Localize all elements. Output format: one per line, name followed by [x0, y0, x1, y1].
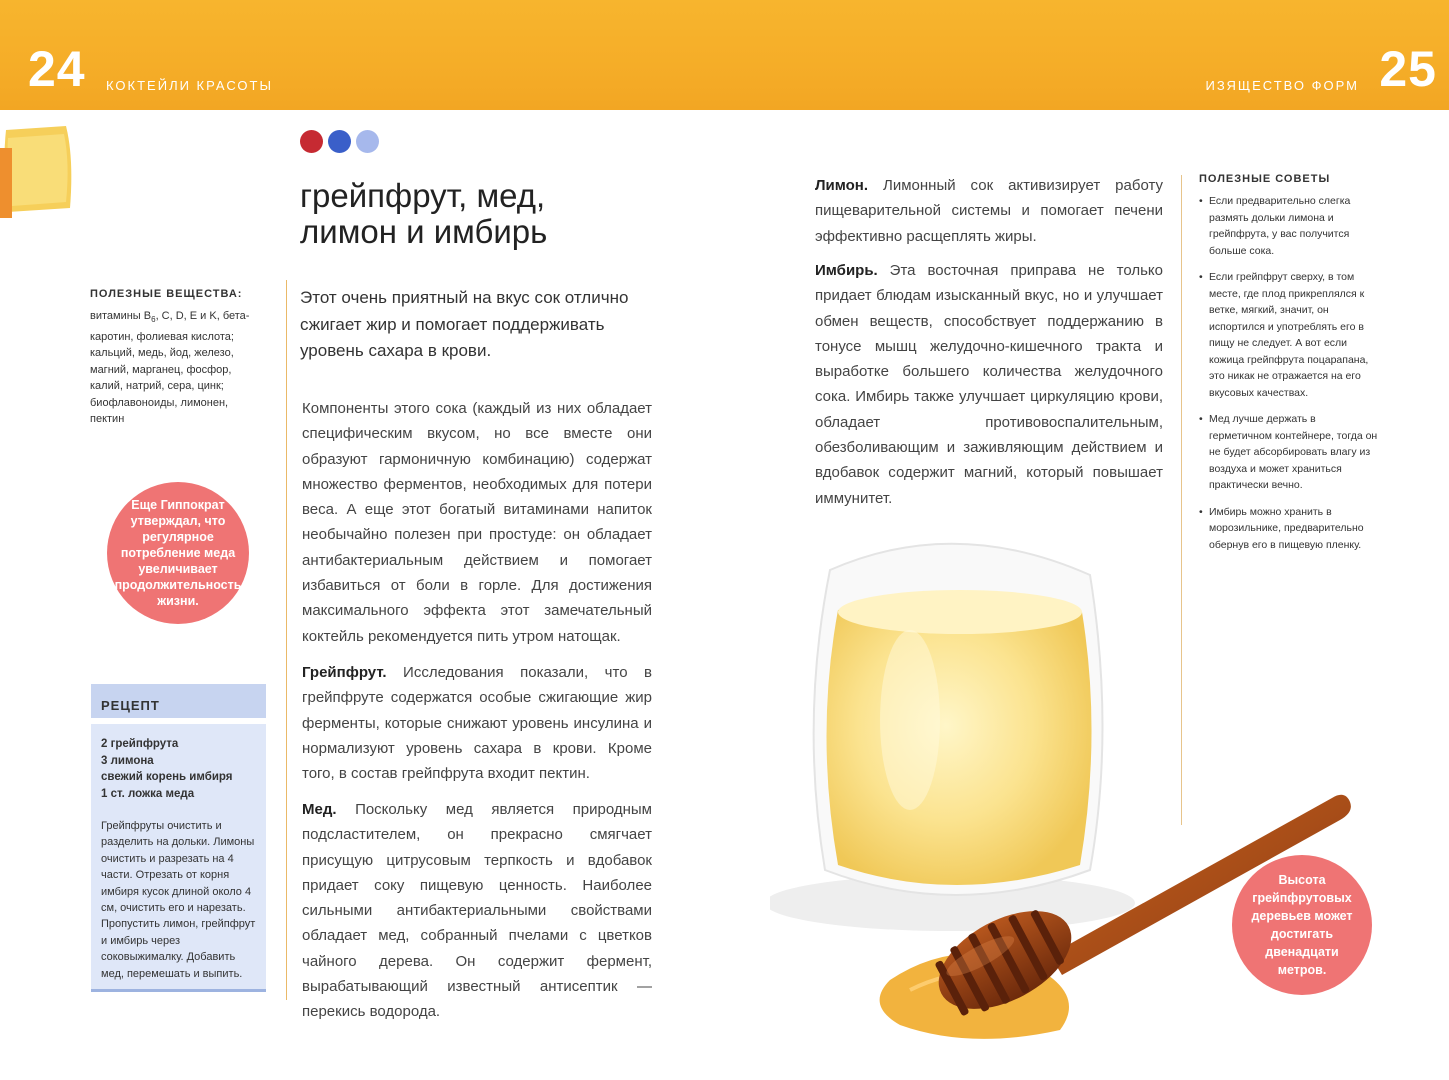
- right-section-title: ИЗЯЩЕСТВО ФОРМ: [1205, 78, 1359, 93]
- grapefruit-label: Грейпфрут.: [302, 664, 387, 681]
- vitamin-subscript: 6: [151, 315, 156, 325]
- lemon-label: Лимон.: [815, 177, 869, 194]
- ingredient-4: 1 ст. ложка меда: [101, 787, 195, 800]
- grapefruit-text: Исследования показали, что в грейпфруте содержатся особые сжигающие жир ферменты, которые снижают уровень инсулина и нормализуют уровень сахара в крови. Кроме того, в состав грейпфрута входит пектин.: [302, 664, 653, 783]
- honey-paragraph: [302, 797, 652, 1025]
- honey-text: Поскольку мед является природным подсластителем, он прекрасно смягчает присущую цитрусовым терпкость и вдобавок придает соку пищевую ценность. Наиболее сильными антибактериальными свойствами обладает мед, собранный пчелами с цветков чайного дерева. Он содержит фермент, вырабатывающий известный антисептик — перекись водорода.: [302, 801, 652, 1021]
- fact-text-left: Еще Гиппократ утверждал, что регулярное потребление меда увеличивает продолжительность жизни.: [114, 498, 242, 608]
- ingredient-1: 2 грейпфрута: [101, 738, 179, 750]
- right-page-number: 25: [1379, 41, 1437, 97]
- title-line-1: грейпфрут, мед,: [300, 177, 546, 214]
- nutrients-text-a: витамины B: [90, 310, 152, 322]
- fact-circle-grapefruit: [1232, 855, 1372, 995]
- tip-item: • Мед лучше держать в герметичном контейнере, тогда он не будет абсорбировать влагу из воздуха и может храниться практически вечно.: [1199, 411, 1379, 494]
- light-blue-dot: [356, 130, 379, 153]
- nutrients-text-b: , C, D, E и K, бета-каротин, фолиевая кислота; кальций, медь, йод, железо, магний, марганец, фосфор, калий, натрий, сера, цинк; биофлавоноиды, лимонен, пектин: [90, 310, 250, 426]
- tips-heading: ПОЛЕЗНЫЕ СОВЕТЫ: [1199, 173, 1331, 185]
- ingredient-3: свежий корень имбиря: [101, 771, 233, 783]
- lemon-paragraph: [815, 173, 1163, 249]
- lead-paragraph: Этот очень приятный на вкус сок отлично сжигает жир и помогает поддерживать уровень сахара в крови.: [300, 288, 629, 360]
- fact-circle-hippocrates: [107, 482, 249, 624]
- tips-list: [1199, 193, 1379, 553]
- column-rule-left: [286, 280, 287, 1000]
- nutrients-text: [90, 308, 250, 428]
- recipe-title: [300, 178, 720, 250]
- grapefruit-paragraph: [302, 660, 652, 786]
- lemon-text: Лимонный сок активизирует работу пищеварительной системы и помогает печени эффективно расщеплять жиры.: [815, 177, 1163, 245]
- juice-thumbnail: [0, 118, 80, 218]
- nutrients-heading: ПОЛЕЗНЫЕ ВЕЩЕСТВА:: [90, 288, 243, 300]
- intro-paragraph: Компоненты этого сока (каждый из них обладает специфическим вкусом, но все вместе они образуют гармоничную комбинацию) содержат множество ферментов, необходимых для потери веса. А еще этот богатый витаминами напиток необычайно полезен при простуде: он обладает антибактериальным действием и помогает избавиться от боли в горле. Для достижения максимального эффекта этот замечательный коктейль рекомендуется пить утром натощак.: [302, 400, 652, 645]
- recipe-steps: Грейпфруты очистить и разделить на дольки. Лимоны очистить и разрезать на 4 части. Отрезать от корня имбиря кусок длиной около 4 см, очистить его и нарезать. Пропустить лимон, грейпфрут и имбирь через соковыжималку. Добавить мед, перемешать и выпить.: [101, 820, 256, 980]
- honey-label: Мед.: [302, 801, 337, 818]
- fact-text-right: Высота грейпфрутовых деревьев может достигать двенадцати метров.: [1251, 873, 1353, 977]
- header-band: [0, 0, 1449, 110]
- recipe-box: [91, 724, 266, 992]
- recipe-heading: РЕЦЕПТ: [91, 684, 266, 718]
- ginger-paragraph: [815, 258, 1163, 511]
- left-page-number: 24: [28, 41, 86, 97]
- blue-dot: [328, 130, 351, 153]
- tip-item: • Если грейпфрут сверху, в том месте, где плод прикреплялся к ветке, мягкий, значит, он испортился и употреблять его в пищу не следует. А вот если кожица грейпфрута поцарапана, это никак не отражается на его вкусовых качествах.: [1199, 269, 1379, 401]
- red-dot: [300, 130, 323, 153]
- ingredient-2: 3 лимона: [101, 754, 154, 767]
- ginger-label: Имбирь.: [815, 262, 878, 279]
- left-section-title: КОКТЕЙЛИ КРАСОТЫ: [106, 78, 273, 93]
- tip-item: • Имбирь можно хранить в морозильнике, предварительно обернув его в пищевую пленку.: [1199, 504, 1379, 554]
- title-line-2: лимон и имбирь: [300, 213, 548, 250]
- color-dots: [300, 130, 379, 153]
- tips-block: [1199, 173, 1379, 563]
- tip-item: • Если предварительно слегка размять дольки лимона и грейпфрута, у вас получится больше сока.: [1199, 193, 1379, 259]
- nutrients-block: [90, 288, 250, 428]
- ginger-text: Эта восточная приправа не только придает блюдам изысканный вкус, но и улучшает обмен веществ, способствует поддержанию в тонусе мышц желудочно-кишечного тракта и выработке большего количества желудочного сока. Имбирь также улучшает циркуляцию крови, обладает противовоспалительным, обезболивающим и заживляющим действием и вдобавок содержит магний, который повышает иммунитет.: [815, 262, 1163, 507]
